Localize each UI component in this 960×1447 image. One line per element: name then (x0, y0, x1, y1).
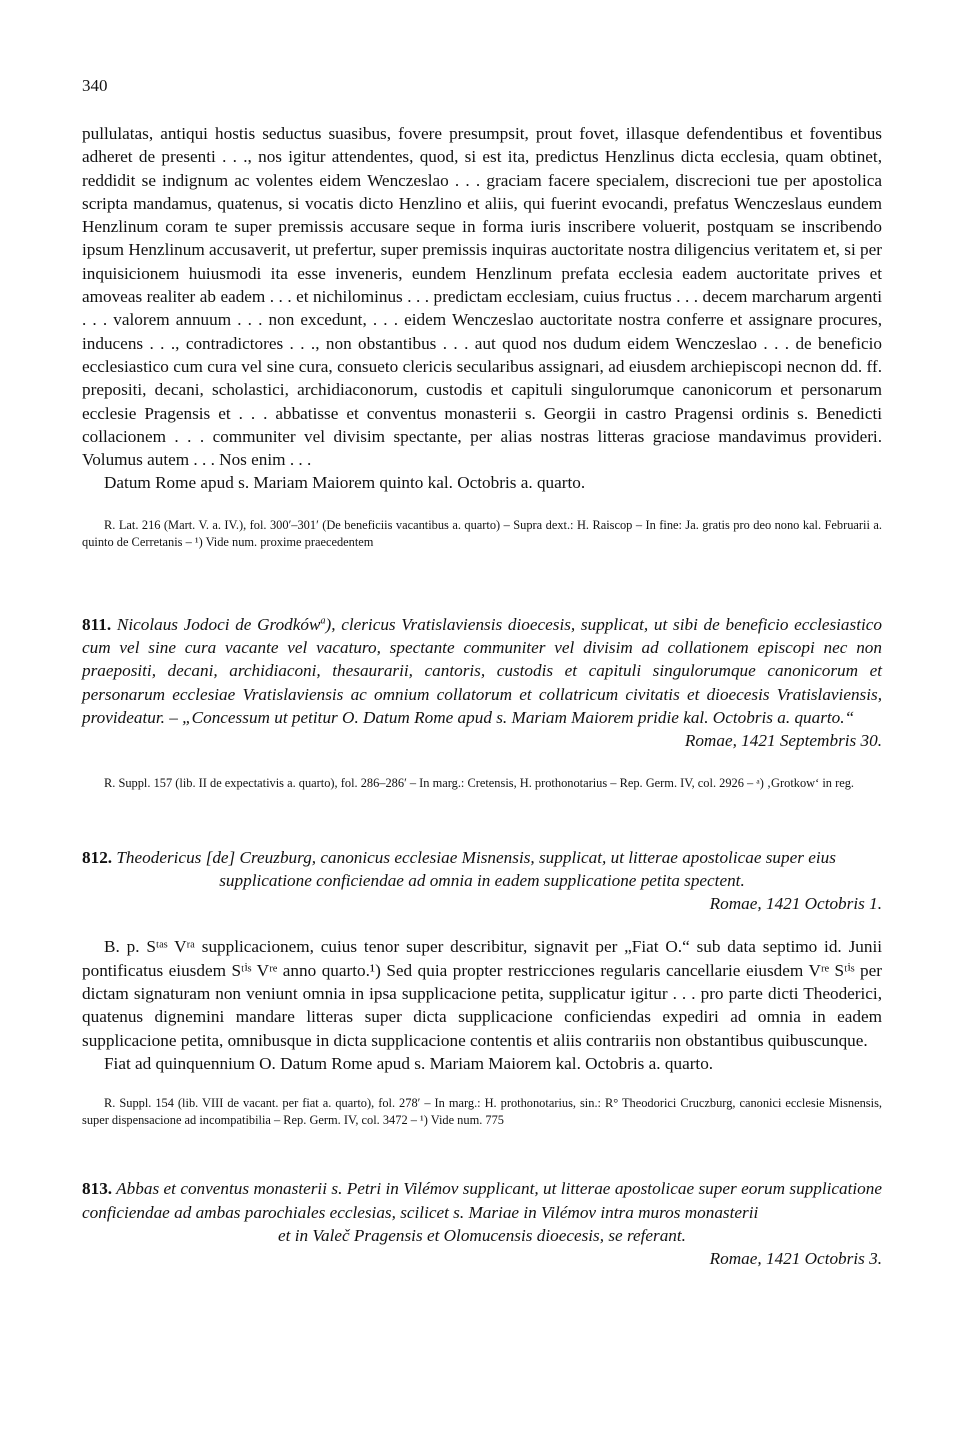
entry-812-heading-line1: Theodericus [de] Creuzburg, canonicus ecclesiae Misnensis, supplicat, ut litterae apostolicae super eius (116, 847, 836, 867)
opening-footnote-text: R. Lat. 216 (Mart. V. a. IV.), fol. 300′–301′ (De beneficiis vacantibus a. quarto) – Supra dext.: H. Raiscop – In fine: Ja. gratis pro deo nono kal. Februarii a. quinto de Cerretanis – ¹) Vide num. proxime praecedentem (82, 517, 882, 549)
entry-812-heading (82, 846, 882, 869)
entry-813-dateline: Romae, 1421 Octobris 3. (709, 1249, 882, 1269)
entry-812-footnote-text: R. Suppl. 154 (lib. VIII de vacant. per fiat a. quarto), fol. 278′ – In marg.: H. prothonotarius, sin.: R° Theodorici Cruczburg, canonici ecclesie Misnensis, super dispensacione ad incompatibilia – Rep. Germ. IV, col. 3472 – ¹) Vide num. 775 (82, 1096, 882, 1128)
entry-811-heading (82, 613, 882, 729)
page-number: 340 (82, 76, 108, 95)
entry-812-fiat: Fiat ad quinquennium O. Datum Rome apud s. Mariam Maiorem kal. Octobris a. quarto. (104, 1053, 714, 1073)
entry-813-heading-last: et in Valeč Pragensis et Olomucensis dioecesis, se referant. (278, 1225, 686, 1245)
entry-811-footnote-text: R. Suppl. 157 (lib. II de expectativis a. quarto), fol. 286–286′ – In marg.: Cretensis, H. prothonotarius – Rep. Germ. IV, col. 2926 – ᵃ) ‚Grotkow‘ in reg. (104, 775, 854, 790)
entry-812-number: 812. (82, 847, 113, 867)
entry-812-body: B. p. Sᵗᵃˢ Vʳᵃ supplicacionem, cuius tenor super describitur, signavit per „Fiat O.“ sub data septimo id. Junii pontificatus eiusdem Sᵗⁱˢ Vʳᵉ anno quarto.¹) Sed quia propter restricciones regularis cancellarie eiusdem Vʳᵉ Sᵗⁱˢ per dictam signaturam non veniunt omnia in ipsa supplicacione petita, supplicatur igitur . . . pro parte dicti Theoderici, quatenus dignemini mandare litteras super dicta supplicacione conficiendas expediri ad omnia in eadem supplicacione petita, omnibusque in dicta supplicacione contentis et aliis contrariis non obstantibus quibuscunque. (82, 937, 882, 1050)
opening-footnote (82, 517, 882, 551)
entry-811-name-sup: a (320, 615, 326, 627)
entry-813-number: 813. (82, 1179, 113, 1199)
entry-811-text: ), clericus Vratislaviensis dioecesis, supplicat, ut sibi de beneficio ecclesiastico cum vel sine cura vacante vel vacaturo, spectante communiter vel divisim ad collationem episcopi nec non praepositi, decani, archidiaconi, thesaurarii, cantoris, custodis et capituli singulorumque canonicorum et personarum ecclesiae Vratislaviensis ac omnium collatorum et collatricum civitatis et dioecesis Vratislaviensis, provideatur. – „Concessum ut petitur O. Datum Rome apud s. Mariam Maiorem pridie kal. Octobris a. quarto.“ (82, 614, 882, 727)
entry-811-footnote (82, 775, 882, 792)
entry-812-footnote (82, 1095, 882, 1129)
entry-812-dateline: Romae, 1421 Octobris 1. (709, 894, 882, 914)
entry-811-number: 811. (82, 614, 112, 634)
document-page (82, 76, 882, 1270)
opening-paragraph: pullulatas, antiqui hostis seductus suasibus, fovere presumpsit, prout fovet, illasque defendentibus et foventibus adheret de presenti . . ., nos igitur attendentes, quod, si est ita, predictus Henzlinus dicta ecclesia, quam obtinet, reddidit se indignum ac volentes eidem Wenczeslao . . . graciam facere specialem, discrecioni tue per apostolica scripta mandamus, quatenus, si vocatis dicto Henzlino et aliis, qui fuerint evocandi, prefatus Wenczeslaus eundem Henzlinum coram te super premissis accusare seque in forma iuris inscribere voluerit, postquam se inscribendo ipsum Henzlinum accusaverit, ut prefertur, super premissis inquiras auctoritate nostra diligencius veritatem et, si per inquisicionem huiusmodi ita esse inveneris, eundem Henzlinum prefata ecclesia eadem auctoritate prives et amoveas realiter ab eadem . . . et nichilominus . . . predictam ecclesiam, cuius fructus . . . decem marcharum argenti . . . valorem annuum . . . non excedunt, . . . eidem Wenczeslao auctoritate nostra conferre et assignare procures, inducens . . ., contradictores . . ., non obstantibus . . . aut quod nos dudum eidem Wenczeslao . . . de beneficio ecclesiastico cum cura vel sine cura, consueto clericis secularibus assignari, ad eiusdem archiepiscopi necnon dd. ff. prepositi, decani, scholastici, archidiaconorum, custodis et capituli singulorumque canonicorum et personarum ecclesie Pragensis et . . . abbatisse et conventus monasterii s. Georgii in castro Pragensi ordinis s. Benedicti collacionem . . . communiter vel divisim spectante, per alias nostras litteras graciose mandavimus provideri. Volumus autem . . . Nos enim . . . (82, 124, 882, 470)
entry-813-heading (82, 1177, 882, 1224)
entry-811-name: Nicolaus Jodoci de Grodków (116, 614, 321, 634)
entry-811-dateline: Romae, 1421 Septembris 30. (684, 731, 882, 751)
opening-datum: Datum Rome apud s. Mariam Maiorem quinto kal. Octobris a. quarto. (104, 473, 586, 493)
entry-813-heading-text: Abbas et conventus monasterii s. Petri in Vilémov supplicant, ut litterae apostolicae super eorum supplicatione conficiendae ad ambas parochiales ecclesias, scilicet s. Mariae in Vilémov intra muros monasterii (82, 1179, 882, 1222)
entry-812-heading-line2: supplicatione conficiendae ad omnia in eadem supplicatione petita spectent. (219, 870, 745, 890)
